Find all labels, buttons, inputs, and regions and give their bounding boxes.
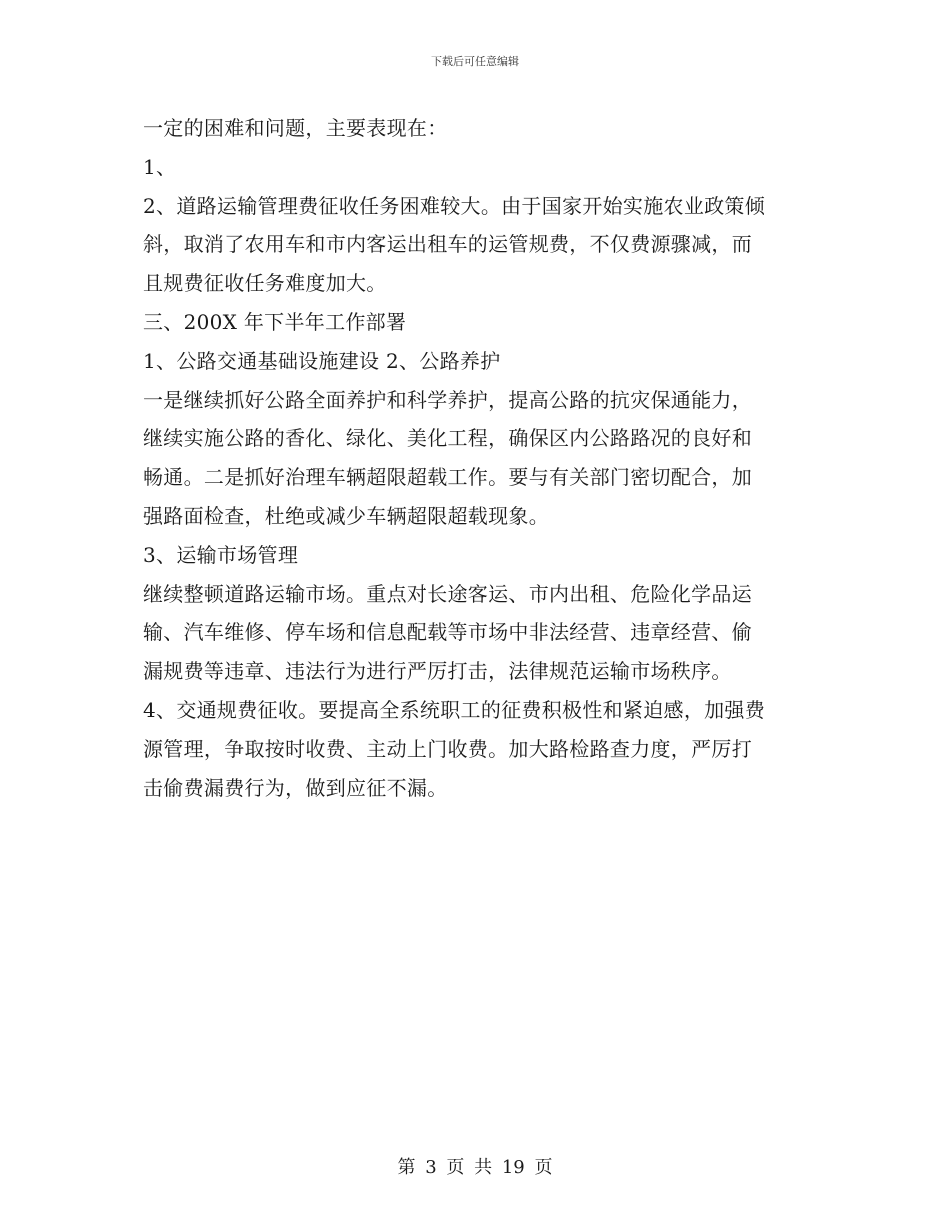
body-line: 一定的困难和问题，主要表现在：: [143, 116, 448, 140]
subsection-heading: 3、运输市场管理: [143, 542, 299, 567]
body-line: 且规费征收任务难度加大。: [143, 271, 387, 296]
body-line: 强路面检查，杜绝或减少车辆超限超载现象。: [143, 503, 549, 528]
page-header: 下载后可任意编辑: [431, 55, 519, 68]
body-line: 输、汽车维修、停车场和信息配载等市场中非法经营、违章经营、偷: [143, 620, 752, 645]
body-line: 斜，取消了农用车和市内客运出租车的运管规费，不仅费源骤减，而: [143, 232, 752, 257]
body-line: 一是继续抓好公路全面养护和科学养护，提高公路的抗灾保通能力，: [143, 387, 752, 412]
body-line: 漏规费等违章、违法行为进行严厉打击，法律规范运输市场秩序。: [143, 659, 732, 684]
body-line: 4、交通规费征收。要提高全系统职工的征费积极性和紧迫感，加强费: [143, 697, 766, 722]
body-line: 2、道路运输管理费征收任务困难较大。由于国家开始实施农业政策倾: [143, 193, 766, 218]
body-line: 击偷费漏费行为，做到应征不漏。: [143, 775, 448, 800]
body-line: 继续实施公路的香化、绿化、美化工程，确保区内公路路况的良好和: [143, 426, 752, 451]
body-line: 畅通。二是抓好治理车辆超限超载工作。要与有关部门密切配合，加: [143, 465, 752, 490]
document-body: [143, 109, 815, 807]
section-heading: 三、200X 年下半年工作部署: [143, 309, 407, 334]
body-line: 源管理，争取按时收费、主动上门收费。加大路检路查力度，严厉打: [143, 736, 752, 761]
body-line: 继续整顿道路运输市场。重点对长途客运、市内出租、危险化学品运: [143, 581, 752, 606]
body-line: 1、: [143, 154, 177, 179]
page-number: 第 3 页 共 19 页: [397, 1157, 553, 1178]
subsection-heading: 1、公路交通基础设施建设 2、公路养护: [143, 348, 501, 373]
